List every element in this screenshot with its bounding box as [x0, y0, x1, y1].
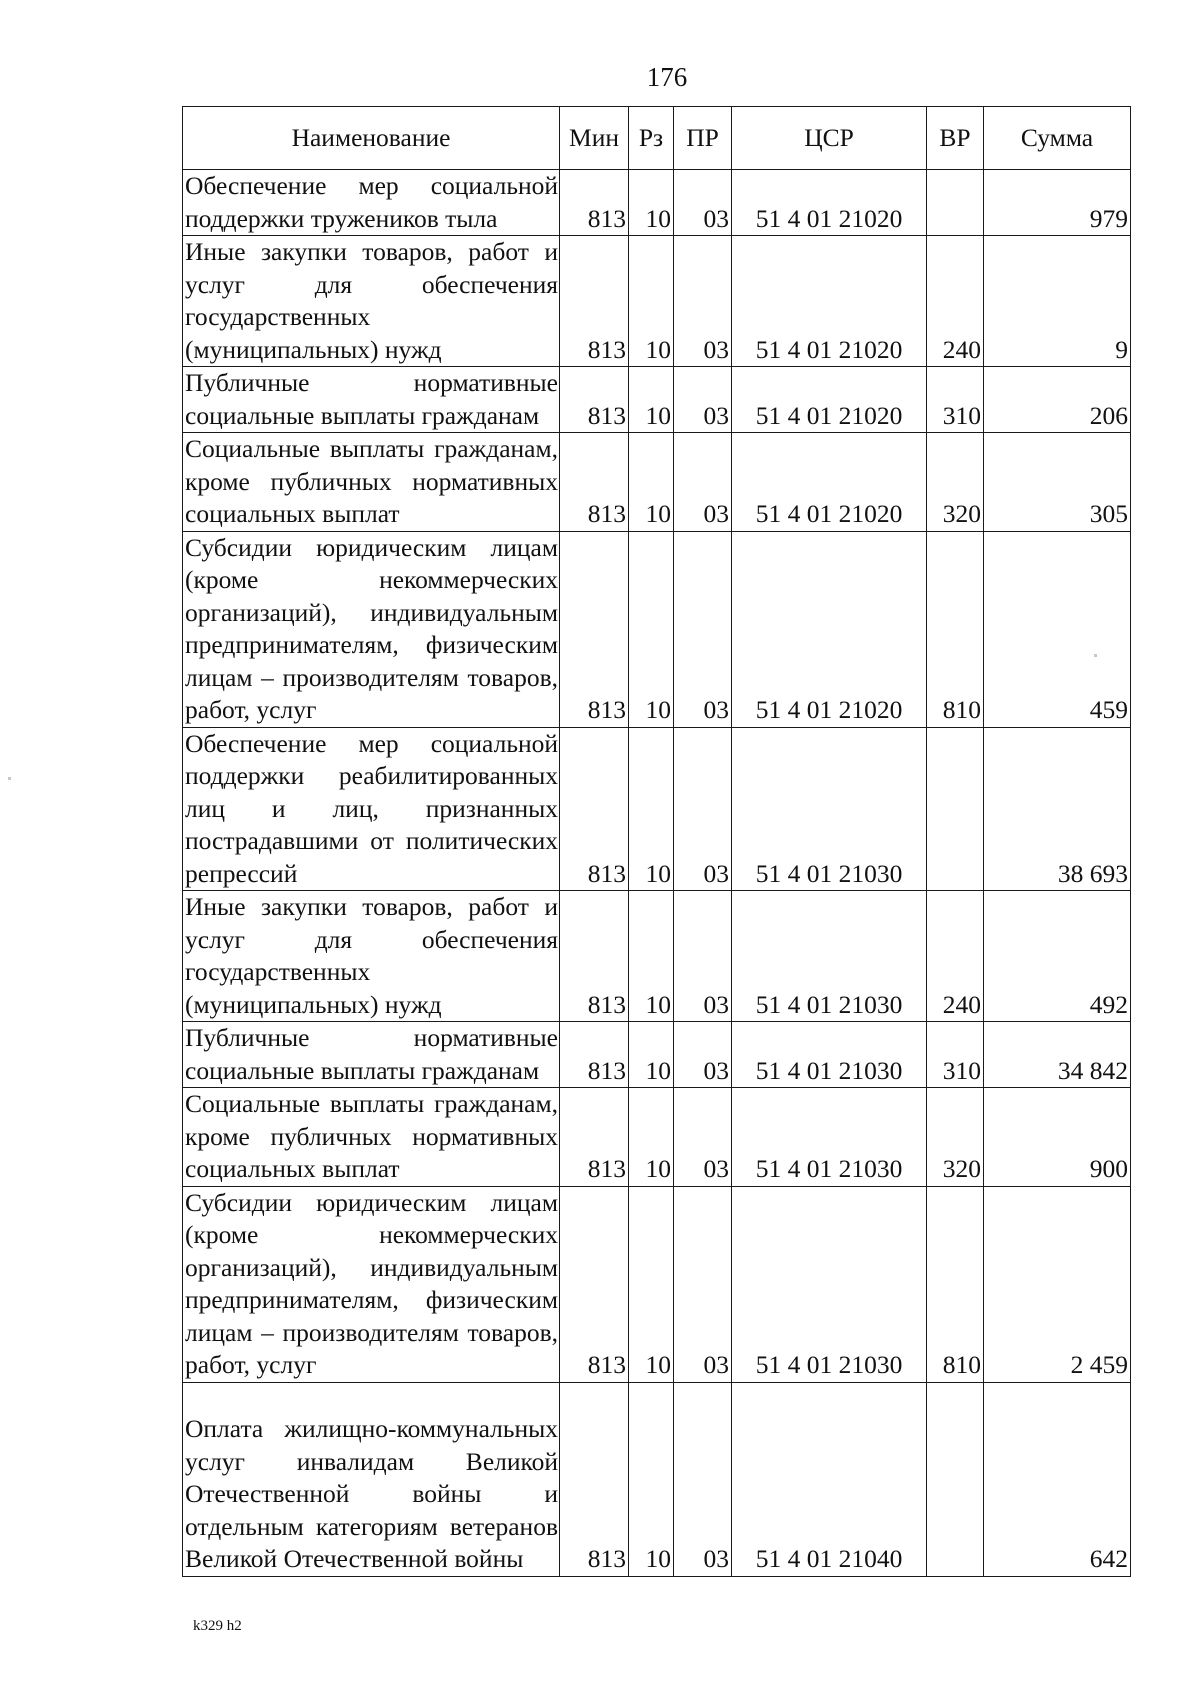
cell-pr: 03 — [674, 1186, 732, 1382]
cell-min: 813 — [560, 727, 629, 891]
cell-name: Субсидии юридическим лицам (кроме некоммерческих организаций), индивидуальным предпринимателям, физическим лицам – производителям товаров, работ, услуг — [183, 1186, 560, 1382]
cell-csr: 51 4 01 21030 — [732, 1186, 927, 1382]
cell-pr: 03 — [674, 1382, 732, 1576]
cell-vr: 320 — [927, 433, 984, 532]
cell-name: Публичные нормативные социальные выплаты гражданам — [183, 367, 560, 433]
cell-vr: 320 — [927, 1088, 984, 1187]
cell-sum: 459 — [984, 531, 1131, 727]
table-row — [183, 1088, 1131, 1187]
cell-name: Публичные нормативные социальные выплаты гражданам — [183, 1022, 560, 1088]
cell-min: 813 — [560, 1186, 629, 1382]
cell-min: 813 — [560, 891, 629, 1022]
table-row — [183, 1022, 1131, 1088]
cell-name: Социальные выплаты гражданам, кроме публичных нормативных социальных выплат — [183, 433, 560, 532]
cell-csr: 51 4 01 21030 — [732, 891, 927, 1022]
cell-csr: 51 4 01 21020 — [732, 531, 927, 727]
table-row — [183, 367, 1131, 433]
cell-pr: 03 — [674, 727, 732, 891]
table-row — [183, 236, 1131, 367]
cell-pr: 03 — [674, 170, 732, 236]
table-row — [183, 170, 1131, 236]
header-sum: Сумма — [984, 107, 1131, 170]
cell-min: 813 — [560, 1382, 629, 1576]
cell-rz: 10 — [629, 727, 674, 891]
cell-min: 813 — [560, 170, 629, 236]
cell-sum: 979 — [984, 170, 1131, 236]
cell-rz: 10 — [629, 1022, 674, 1088]
header-vr: ВР — [927, 107, 984, 170]
cell-vr — [927, 170, 984, 236]
cell-name: Иные закупки товаров, работ и услуг для обеспечения государственных (муниципальных) нужд — [183, 236, 560, 367]
scan-speck — [1094, 654, 1097, 657]
cell-sum: 642 — [984, 1382, 1131, 1576]
cell-rz: 10 — [629, 236, 674, 367]
budget-table — [182, 106, 1131, 1577]
cell-name: Обеспечение мер социальной поддержки реабилитированных лиц и лиц, признанных пострадавшими от политических репрессий — [183, 727, 560, 891]
header-name: Наименование — [183, 107, 560, 170]
cell-rz: 10 — [629, 1382, 674, 1576]
cell-csr: 51 4 01 21020 — [732, 236, 927, 367]
cell-csr: 51 4 01 21030 — [732, 727, 927, 891]
cell-rz: 10 — [629, 433, 674, 532]
cell-rz: 10 — [629, 531, 674, 727]
cell-csr: 51 4 01 21030 — [732, 1088, 927, 1187]
cell-pr: 03 — [674, 1022, 732, 1088]
cell-sum: 900 — [984, 1088, 1131, 1187]
cell-vr: 810 — [927, 1186, 984, 1382]
cell-sum: 305 — [984, 433, 1131, 532]
cell-rz: 10 — [629, 891, 674, 1022]
table-row — [183, 433, 1131, 532]
cell-min: 813 — [560, 433, 629, 532]
cell-sum: 206 — [984, 367, 1131, 433]
footer-code: k329 h2 — [193, 1618, 242, 1634]
scan-speck — [8, 777, 11, 780]
cell-sum: 9 — [984, 236, 1131, 367]
cell-csr: 51 4 01 21020 — [732, 170, 927, 236]
table-row — [183, 727, 1131, 891]
cell-pr: 03 — [674, 1088, 732, 1187]
cell-pr: 03 — [674, 891, 732, 1022]
cell-rz: 10 — [629, 170, 674, 236]
cell-vr — [927, 727, 984, 891]
header-min: Мин — [560, 107, 629, 170]
table-body — [183, 170, 1131, 1577]
cell-sum: 34 842 — [984, 1022, 1131, 1088]
cell-name: Социальные выплаты гражданам, кроме публичных нормативных социальных выплат — [183, 1088, 560, 1187]
cell-rz: 10 — [629, 1186, 674, 1382]
cell-min: 813 — [560, 367, 629, 433]
table-row — [183, 531, 1131, 727]
cell-csr: 51 4 01 21020 — [732, 367, 927, 433]
cell-rz: 10 — [629, 367, 674, 433]
cell-name: Обеспечение мер социальной поддержки тружеников тыла — [183, 170, 560, 236]
cell-rz: 10 — [629, 1088, 674, 1187]
header-rz: Рз — [629, 107, 674, 170]
cell-pr: 03 — [674, 367, 732, 433]
cell-vr — [927, 1382, 984, 1576]
cell-sum: 492 — [984, 891, 1131, 1022]
cell-name: Субсидии юридическим лицам (кроме некоммерческих организаций), индивидуальным предпринимателям, физическим лицам – производителям товаров, работ, услуг — [183, 531, 560, 727]
cell-name: Иные закупки товаров, работ и услуг для обеспечения государственных (муниципальных) нужд — [183, 891, 560, 1022]
table-row — [183, 891, 1131, 1022]
page-number: 176 — [646, 62, 688, 92]
cell-csr: 51 4 01 21030 — [732, 1022, 927, 1088]
table-row — [183, 1186, 1131, 1382]
cell-vr: 810 — [927, 531, 984, 727]
cell-min: 813 — [560, 1088, 629, 1187]
cell-min: 813 — [560, 531, 629, 727]
table-header-row — [183, 107, 1131, 170]
cell-vr: 240 — [927, 891, 984, 1022]
cell-min: 813 — [560, 1022, 629, 1088]
header-csr: ЦСР — [732, 107, 927, 170]
table-row — [183, 1382, 1131, 1576]
cell-pr: 03 — [674, 531, 732, 727]
cell-sum: 38 693 — [984, 727, 1131, 891]
cell-pr: 03 — [674, 236, 732, 367]
header-pr: ПР — [674, 107, 732, 170]
cell-pr: 03 — [674, 433, 732, 532]
cell-vr: 240 — [927, 236, 984, 367]
cell-min: 813 — [560, 236, 629, 367]
cell-csr: 51 4 01 21020 — [732, 433, 927, 532]
cell-sum: 2 459 — [984, 1186, 1131, 1382]
cell-csr: 51 4 01 21040 — [732, 1382, 927, 1576]
cell-vr: 310 — [927, 1022, 984, 1088]
cell-name: Оплата жилищно-коммунальных услуг инвалидам Великой Отечественной войны и отдельным категориям ветеранов Великой Отечественной войны — [183, 1382, 560, 1576]
cell-vr: 310 — [927, 367, 984, 433]
